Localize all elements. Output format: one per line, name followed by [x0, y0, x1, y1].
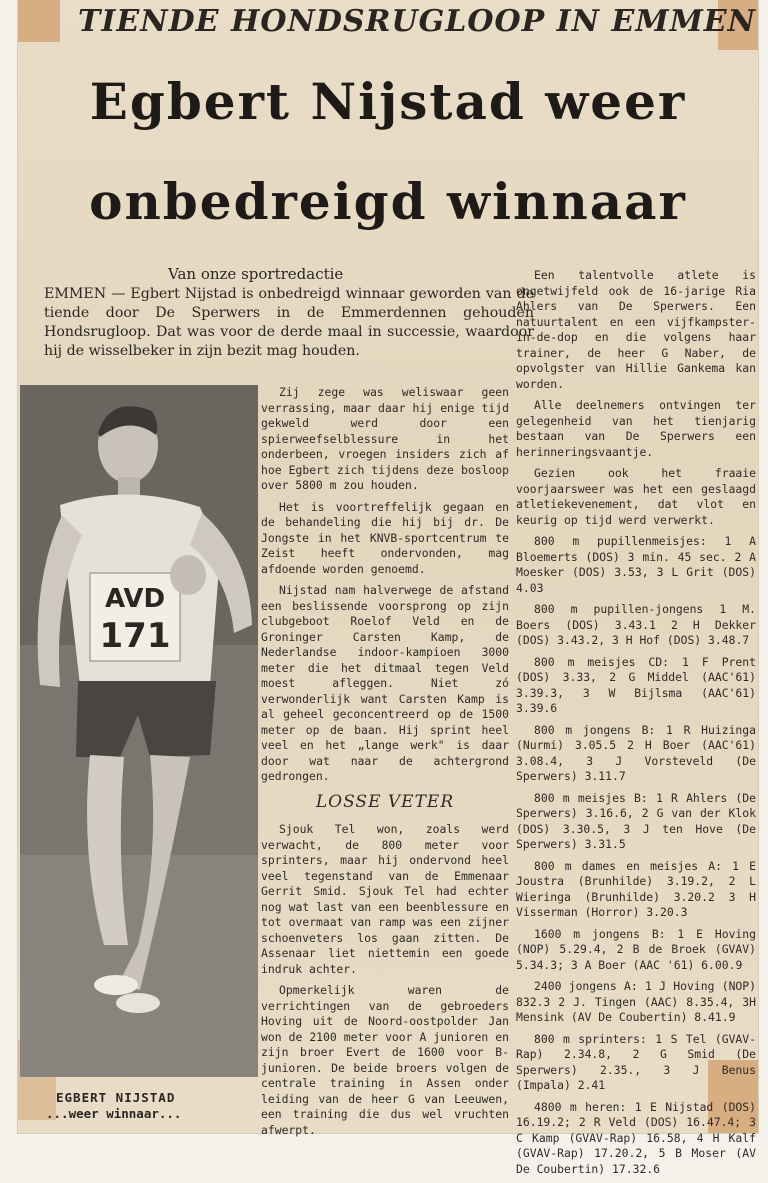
result-entry: 800 m jongens B: 1 R Huizinga (Nurmi) 3.05.5 2 H Boer (AAC'61) 3.08.4, 3 J Vorsteveld (De Sperwers) 3.11.7 [516, 722, 756, 783]
runner-illustration [20, 385, 258, 1077]
paragraph: Nijstad nam halverwege de afstand een beslissende voorsprong op zijn clubgeboot Roelof Veld en de Groninger Carsten Kamp, de Nederlandse indoor-kampioen 3000 meter die het ditmaal tegen Veld moest afleggen. Niet zó verwonderlijk want Carsten Kamp is al geheel geconcentreerd op de 1500 meter op de baan. Hij sprint heel veel en het „lange werk" is daar door wat naar de achtergrond gedrongen. [261, 583, 509, 783]
result-entry: 800 m pupillenmeisjes: 1 A Bloemerts (DOS) 3 min. 45 sec. 2 A Moesker (DOS) 3.53, 3 L Grit (DOS) 4.03 [516, 534, 756, 595]
headline-line-2: onbedreigd winnaar [89, 172, 687, 231]
photo-caption-name: EGBERT NIJSTAD [56, 1090, 176, 1105]
bib-text: AVD [104, 584, 166, 614]
article-column-3 [516, 268, 756, 1183]
result-entry: 800 m meisjes B: 1 R Ahlers (De Sperwers) 3.16.6, 2 G van der Klok (DOS) 3.30.5, 3 J ten Hove (De Sperwers) 3.31.5 [516, 790, 756, 851]
bib-number: 171 [99, 616, 171, 656]
photo-caption-sub: ...weer winnaar... [46, 1106, 182, 1121]
headline-line-1: Egbert Nijstad weer [89, 72, 687, 131]
paragraph: Opmerkelijk waren de verrichtingen van de gebroeders Hoving uit de Noord-oostpolder Jan won de 2100 meter voor A junioren en zijn broer Evert de 1600 voor B-junioren. De beide broers volgen de centrale training in Assen onder leiding van de heer G van Leeuwen, een training die dus wel vruchten afwerpt. [261, 983, 509, 1137]
result-entry: 1600 m jongens B: 1 E Hoving (NOP) 5.29.4, 2 B de Broek (GVAV) 5.34.3; 3 A Boer (AAC '61) 6.00.9 [516, 926, 756, 972]
byline: Van onze sportredactie [168, 265, 344, 283]
result-entry: 2400 jongens A: 1 J Hoving (NOP) 832.3 2 J. Tingen (AAC) 8.35.4, 3H Mensink (AV De Coubertin) 8.41.9 [516, 979, 756, 1024]
paragraph: Een talentvolle atlete is ongetwijfeld ook de 16-jarige Ria Ahlers van De Sperwers. Een natuurtalent en een vijfkampster-in-de-dop en die volgens haar trainer, de heer G Naber, de opvolgster van Hillie Gankema kan worden. [516, 268, 756, 391]
paragraph: Het is voortreffelijk gegaan en de behandeling die hij bij dr. De Jongste in het KNVB-sportcentrum te Zeist heeft ondervonden, mag afdoende worden genoemd. [261, 499, 509, 576]
paragraph: Alle deelnemers ontvingen ter gelegenheid van het tienjarig bestaan van De Sperwers een herinneringsvaantje. [516, 398, 756, 459]
paragraph: Gezien ook het fraaie voorjaarsweer was het een geslaagd atletiekevenement, dat vlot en keurig op tijd werd verwerkt. [516, 466, 756, 527]
result-entry: 800 m sprinters: 1 S Tel (GVAV-Rap) 2.34.8, 2 G Smid (De Sperwers) 2.35., 3 J Benus (Impala) 2.41 [516, 1031, 756, 1092]
lede-paragraph: EMMEN — Egbert Nijstad is onbedreigd winnaar geworden van de tiende door De Sperwers in de Emmerdennen gehouden Hondsrugloop. Dat was voor de derde maal in successie, waardoor hij de wisselbeker in zijn bezit mag houden. [44, 286, 534, 359]
newspaper-clipping [18, 0, 758, 1176]
kicker-headline: TIENDE HONDSRUGLOOP IN EMMEN [78, 4, 757, 39]
result-entry: 800 m pupillen-jongens 1 M. Boers (DOS) 3.43.1 2 H Dekker (DOS) 3.43.2, 3 H Hof (DOS) 3.48.7 [516, 602, 756, 647]
tape-stain-top-left [18, 0, 60, 42]
paragraph: Sjouk Tel won, zoals werd verwacht, de 800 meter voor sprinters, maar hij ondervond heel veel tegenstand van de Emmenaar Gerrit Smid. Sjouk Tel had echter nog wat last van een beenblessure en tot overmaat van ramp was een zijner schoenveters los gaan zitten. De Assenaar liet niettemin een goede indruk achter. [261, 822, 509, 976]
result-entry: 800 m meisjes CD: 1 F Prent (DOS) 3.33, 2 G Middel (AAC'61) 3.39.3, 3 W Bijlsma (AAC'61) 3.39.6 [516, 654, 756, 715]
result-entry: 4800 m heren: 1 E Nijstad (DOS) 16.19.2; 2 R Veld (DOS) 16.47.4; 3 C Kamp (GVAV-Rap) 16.58, 4 H Kalf (GVAV-Rap) 17.20.2, 5 B Moser (AV De Coubertin) 17.32.6 [516, 1099, 756, 1176]
result-entry: 800 m dames en meisjes A: 1 E Joustra (Brunhilde) 3.19.2, 2 L Wieringa (Brunhilde) 3.20.2 3 H Visserman (Horror) 3.20.3 [516, 858, 756, 919]
article-column-2 [261, 385, 509, 1144]
subheading: LOSSE VETER [315, 791, 455, 812]
paragraph: Zij zege was weliswaar geen verrassing, maar daar hij enige tijd gekweld werd door een spierweefselblessure in het onderbeen, vroegen insiders zich af hoe Egbert zich tijdens deze bosloop over 5800 m zou houden. [261, 385, 509, 492]
runner-photo [20, 385, 258, 1077]
